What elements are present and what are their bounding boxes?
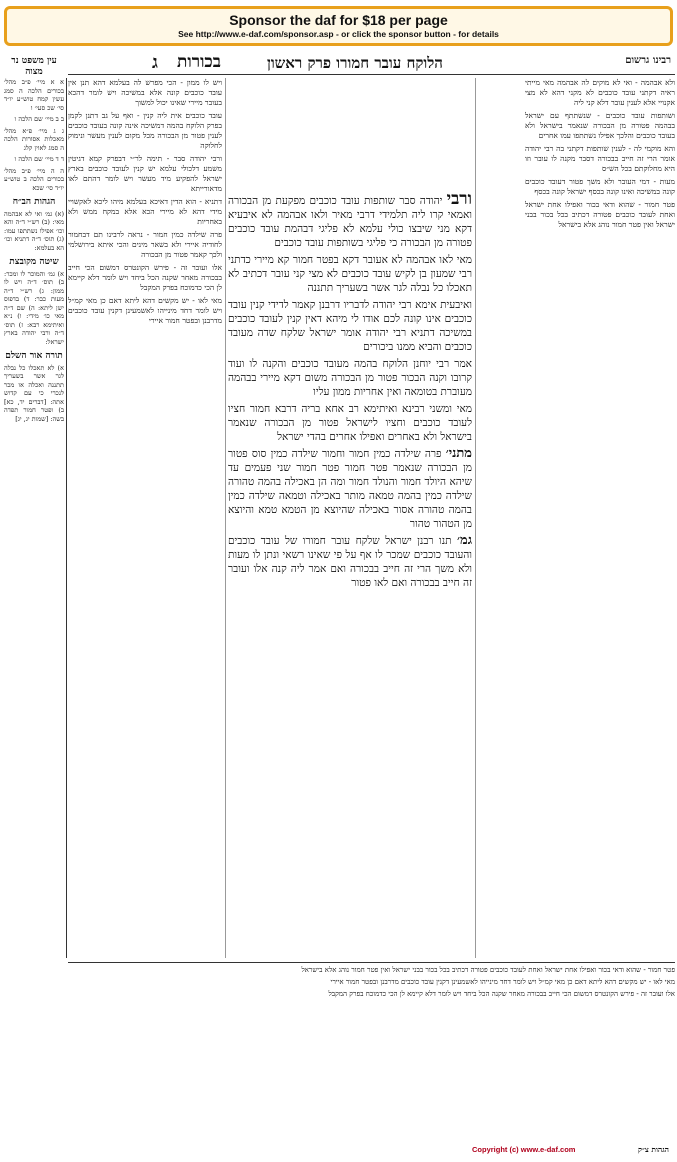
rashi-paragraph: ושותפות עובד כוכבים - שנשתתף עם ישראל בבהמה פטורה מן הבכורה שנאמר בישראל ולא בעובד כוכבים והלכך אפילו נשתתפו עמו אחרים [525,111,675,140]
rashi-paragraph: והא מוקמי לה - לענין שותפות דקתני בה רבי יהודה אומר הרי זה חייב בבכורה דסבר מקנה לו עובר וזו היא מחלוקתם בכל הש״ס [525,144,675,173]
copyright-link[interactable]: Copyright (c) www.e-daf.com [472,1145,576,1154]
gemara-paragraph: אמר רבי יוחנן הלוקח בהמה מעובד כוכבים והקנה לו ועוד קרובו וקנה הבכור פטור מן הבכורה משום דקא מיירי בבהמה מעוברת בטומאה ואין אחריות ממון עליו [228,358,472,398]
gemara-paragraph: מאי לאו אבהמה לא אעובר דקא בפטר חמור קא מיירי כדתני רבי שמעון בן לקיש עובד כוכבים לא מצי קני עובר דכתיב לא תאכלו כל נבלה לגר אשר בשעריך תתננה [228,254,472,294]
tosafot-paragraph: מאי לאו - יש מקשים דהא ליתא דאם כן מאי קמ״ל ויש לומר דחד מינייהו לאשמעינן דקנין עובד כוכבים מדרבנן ובפטר חמור איירי [68,296,222,325]
page-number: ג [152,52,158,73]
hagahot-label: הגהות הב״ח [12,197,56,207]
sponsor-headline: Sponsor the daf for $18 per page [229,12,448,28]
ein-mishpat-entry: ב ב מיי׳ שם הלכה ו [14,115,64,123]
bottom-tosafot-continuation: אלו ועובר זה - פירש הקונטרס דמשום הכי חייב בבכורה מאחר שקנה הכל ביחד ויש לומר דלא קיימא לן הכי כדמוכח בפרק המקבל [328,990,675,998]
shita-label: שיטה מקובצת [9,257,59,267]
mishnah-text: פרה שילדה כמין חמור וחמור שילדה כמין סוס פטור מן הבכורה שנאמר פטר חמור פטר חמור שני פעמים עד שיהא היולד חמור והנולד חמור ומה הן באכילה בהמה טהורה שילדה כמין בהמה טמאה מותר באכילה וטמאה שילדה כמין בהמה טהורה אסור באכילה שהיוצא מן הטמא טמא והיוצא מן הטהור טהור [228,448,472,530]
left-margin [4,78,64,958]
hagahot-zch: הגהות צ״ק [638,1145,669,1154]
gemara-paragraph: ואיבעית אימא רבי יהודה לדבריו דרבנן קאמר לדידי קנין עובד כוכבים אינו קונה לכם אודו לי מיהא דאין קנין לעובד כוכבים במשיכה דתניא רבי יהודה אומר ישראל שלקח שדה מעובד כוכבים והביא ממנו ביכורים [228,299,472,353]
gemara-body: תנו רבנן ישראל שלקח עובר חמורו של עובד כוכבים והעובד כוכבים שמכר לו אף על פי שאינו רשאי ונתן לו מעות ולא משך הרי זה חייב בבכורה ואם אמר ליה קנה אלו ועובר זה חייב בבכורה ואם לאו פטור [228,535,472,589]
column-divider [66,78,67,958]
bottom-rule [68,962,675,963]
column-divider [475,78,476,958]
bottom-commentary [68,966,675,1141]
bottom-rashi-continuation: פטר חמור - שהוא ודאי בכור ואפילו אחת ישראל ואחת לעובד כוכבים פטורה דכתיב בכל בכור בבני ישראל ואין פטר חמור נוהג אלא בישראל [301,966,675,974]
masoret-text: א) לא תאכלו כל נבלה לגר אשר בשעריך תתננה ואכלה או מכר לנכרי כי עם קדוש אתה: [דברים יד, כא] ב) ופטר חמור תפדה בשה: [שמות יג, יג] [4,363,64,423]
ein-mishpat-entry: ה ה מיי׳ פ״ב מהל׳ בכורים הלכה ב טוש״ע יו״ד סי׳ שכא [4,166,64,192]
tosafot-paragraph: עובד כוכבים אית ליה קנין - ואף על גב דתנן לקמן בפרק הלוקח בהמה דמשיכה אינה קונה בעובד כוכבים לענין פטור מן הבכורה מכל מקום לענין מעשר ונימוק לחלוקה [68,111,222,150]
gemara-paragraph: מאי ומשני רבינא ואיתימא רב אחא בריה דרבא חמור חציו לעובד כוכבים וחציו לישראל פטור מן הבכורה שנאמר בישראל ולא באחרים ואפילו אחרים בהדי ישראל [228,403,472,443]
masoret-label: תורה אור השלם [5,351,63,361]
column-divider [225,78,226,958]
ein-mishpat-entry: א א מיי׳ פ״ב מהל׳ בכורים הלכה ה סמג עשין קמח טוש״ע יו״ד סי׳ שכ סעי׳ ו [4,78,64,112]
tosafot-paragraph: ויש לו ממון - הכי מפרש לה בעלמא דהא תנן אין עובד כוכבים קונה אלא במשיכה ויש לומר דהכא בעובר מיירי שאינו יכול למשוך [68,78,222,107]
sponsor-subline: See http://www.e-daf.com/sponsor.asp - or click the sponsor button - for details [178,29,499,39]
ein-mishpat-entry: ד ד מיי׳ שם הלכה ו [14,155,64,163]
rashi-commentary [525,78,675,958]
tosafot-paragraph: אלו ועובר זה - פירש הקונטרס דמשום הכי חייב בבכורה מאחר שקנה הכל ביחד ויש לומר דלא קיימא לן הכי כדמוכח בפרק המקבל [68,263,222,292]
gemara-label: גמ׳ [457,533,472,548]
tractate-name: בכורות [177,52,221,72]
gemara-opening-word: ורבי [446,192,472,209]
gemara-paragraph: יהודה סבר שותפות עובד כוכבים מפקעת מן הבכורה ואמאי קרו ליה תלמידי דרבי מאיר ולאו אבהמה לא איבעיא דקא מני שיבצו כולי עלמא לא פליגי דבהמת עובד כוכבים פטורה מן הבכורה כי פליגי בשותפות עובד כוכבים [228,195,472,249]
gemara-text [228,192,472,952]
rashi-paragraph: פטר חמור - שהוא ודאי בכור ואפילו אחת ישראל ואחת לעובד כוכבים פטורה דכתיב בכל בכור בבני ישראל ואין פטר חמור נוהג אלא בישראל [525,200,675,229]
chapter-title: הלוקח עובר חמורו פרק ראשון [267,54,443,72]
hagahot-text: (א) גמ׳ ואי לא אבהמה מאי: (ב) רש״י ד״ה והא וכו׳ אפילו נשתתפו עמו: (ג) תוס׳ ד״ה דתניא וכו׳ הא בעלמא: [4,209,64,252]
tosafot-paragraph: דתניא - הוא הדין דאיכא בעלמא מיהו ליכא לאקשויי מידי דהא לא מיירי הכא אלא במקח ממש ולא באחריות [68,197,222,226]
mishnah-label: מתני׳ [445,446,472,461]
page-footer [2,1145,675,1154]
tosafot-paragraph: ורבי יהודה סבר - תימה לר״י דבפרק קמא דגיטין משמע דלכולי עלמא יש קנין לעובד כוכבים בארץ ישראל להפקיע מיד מעשר ויש לומר דהתם לאו מדאורייתא [68,154,222,193]
ein-mishpat-title: עין משפט נר מצוה [11,56,57,77]
sponsor-banner[interactable] [4,6,673,46]
ein-mishpat-entry: ג ג מיי׳ פ״א מהל׳ מאכלות אסורות הלכה ה סמג לאוין קלג [4,126,64,152]
rashi-paragraph: מעות - דמי העובר ולא משך פטור דעובד כוכבים קונה במשיכה ואינו קונה בכסף ישראל קונה בכסף [525,177,675,196]
header-rule [68,74,675,75]
tosafot-commentary [68,78,222,958]
rashi-column-title: רבינו גרשום [625,55,671,66]
bottom-tosafot-continuation: מאי לאו - יש מקשים דהא ליתא דאם כן מאי קמ״ל ויש לומר דחד מינייהו לאשמעינן דקנין עובד כוכבים מדרבנן ובפטר חמור איירי [330,978,675,986]
tosafot-paragraph: פרה שילדה כמין חמור - נראה לרבינו תם דבחמור לחודיה איירי ולא בשאר מינים והכי איתא בירושלמי ולכך קאמר פטור מן הבכורה [68,230,222,259]
shita-text: א) גמ׳ והמוכר לו ומכר: ב) תוס׳ ד״ה ויש לו ממון: ג) רש״י ד״ה מעות כבר: ד) בדפוס ישן ליתא: ה) שם ד״ה מאי כו׳ מידי: ו) נ״א ואיתימא רבא: ז) תוס׳ ד״ה ורבי יהודה בארץ ישראל: [4,269,64,346]
talmud-page [2,52,675,1154]
rashi-paragraph: ולא אבהמה - ואי לא מוקים לה אבהמה מאי מייתי ראיה דקתני עובד כוכבים לא מקני דהא לא מצי אקנויי אלא לענין עובר דלא קני ליה [525,78,675,107]
